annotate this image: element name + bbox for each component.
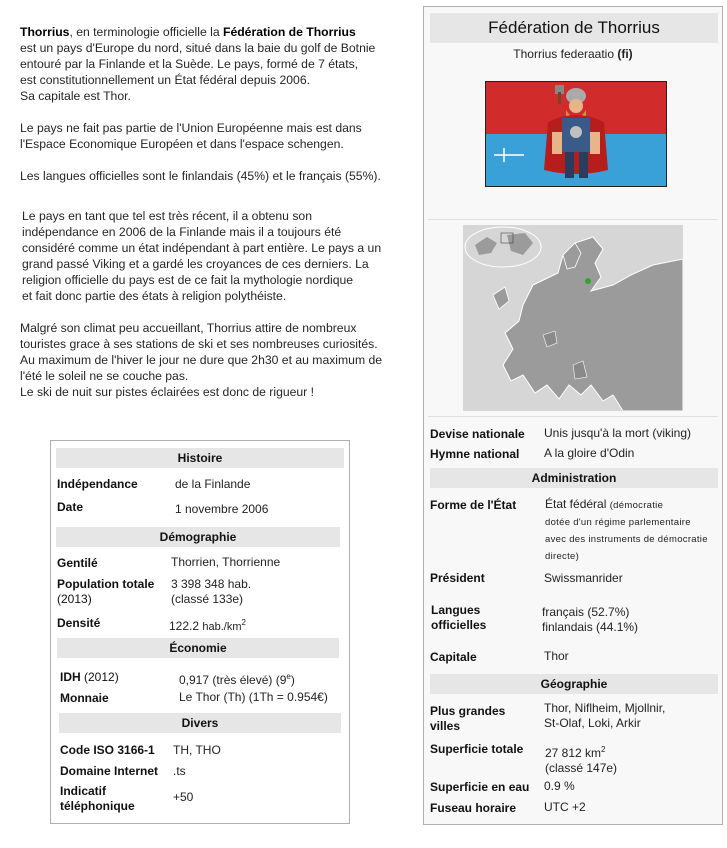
value-langues: français (52.7%) finlandais (44.1%) [542,605,639,634]
value-date: 1 novembre 2006 [175,502,269,516]
label-capitale: Capitale [430,650,477,664]
label-president: Président [430,571,485,585]
divider-2 [428,416,718,417]
value-forme: État fédéral (démocratie [545,497,664,511]
label-population: Population totale (2013) [57,577,155,606]
paragraph-tourism: Malgré son climat peu accueillant, Thorrius attire de nombreux touristes grace à ses stations de ski et ses nombreuses curiosités. Au maximum de l'hiver le jour ne dure que 2h30 et au maximum de l'été le soleil ne se couche pas. Le ski de nuit sur pistes éclairées est donc de rigueur ! [20,321,383,399]
value-villes: Thor, Niflheim, Mjollnir, St-Olaf, Loki, Arkir [544,701,666,730]
paragraph-languages: Les langues officielles sont le finlandais (45%) et le français (55%). [20,169,381,183]
label-superficie: Superficie totale [430,742,524,756]
value-independance: de la Finlande [175,477,251,491]
value-president: Swissmanrider [544,571,623,585]
section-divers: Divers [59,713,341,733]
section-economie: Économie [57,638,339,658]
label-gentile: Gentilé [57,556,98,570]
official-name: Fédération de Thorrius [223,25,356,39]
value-indicatif: +50 [173,790,194,804]
value-fuseau: UTC +2 [544,800,586,814]
infobox-left [50,440,350,824]
value-monnaie: Le Thor (Th) (1Th = 0.954€) [179,690,328,704]
label-indicatif: Indicatif téléphonique [60,784,135,813]
label-langues: Langues officielles [431,603,487,632]
label-hymne: Hymne national [430,447,520,461]
value-devise: Unis jusqu'à la mort (viking) [544,426,692,440]
infobox-title: Fédération de Thorrius [430,13,718,43]
country-name: Thorrius [20,25,70,39]
label-date: Date [57,500,84,514]
label-independance: Indépendance [57,477,138,491]
label-densite: Densité [57,616,101,630]
infobox-right [423,6,723,825]
infobox-subtitle: Thorrius federaatio (fi) [513,47,633,61]
value-population: 3 398 348 hab. (classé 133e) [171,577,252,606]
value-eau: 0.9 % [544,779,575,793]
paragraph-intro: Thorrius, en terminologie officielle la Fédération de Thorrius est un pays d'Europe du nord, situé dans la baie du golf de Botnie entouré par la Finlande et la Suède. Le pays, formé de 7 états, est constitutionnellement un État fédéral depuis 2006. Sa capitale est Thor. [20,25,376,103]
section-demographie: Démographie [56,527,340,547]
label-iso: Code ISO 3166-1 [60,743,155,757]
label-idh: IDH (2012) [60,670,119,684]
label-forme: Forme de l'État [430,498,517,512]
value-domaine: .ts [173,764,186,778]
value-gentile: Thorrien, Thorrienne [171,555,281,569]
label-monnaie: Monnaie [60,691,109,705]
value-densite: 122.2 $hab./km^2$ [169,618,246,633]
divider-1 [428,219,718,220]
location-marker-icon [585,278,591,284]
label-eau: Superficie en eau [430,780,530,794]
value-superficie: 27 812 $km^2$ (classé 147e) [545,745,618,775]
value-idh: 0,917 (très élevé) (9e) [179,672,295,687]
label-domaine: Domaine Internet [60,764,159,778]
value-iso: TH, THO [173,743,221,757]
section-administration: Administration [430,468,718,488]
paragraph-eu: Le pays ne fait pas partie de l'Union Européenne mais est dans l'Espace Economique Européen et dans l'espace schengen. [20,121,362,151]
paragraph-history: Le pays en tant que tel est très récent, il a obtenu son indépendance en 2006 de la Finlande mais il a toujours été considéré comme un état indépendant à part entière. Le pays a un grand passé Viking et a gardé les croyances de ces derniers. La religion officielle du pays est de ce fait la mythologie nordique et fait donc partie des états à religion polythéiste. [22,209,382,303]
label-villes: Plus grandes villes [430,704,506,733]
label-devise: Devise nationale [430,427,525,441]
thor-emblem-icon [486,82,666,186]
value-forme-detail: dotée d'un régime parlementaire avec des instruments de démocratie directe) [545,517,708,562]
flag-image [485,81,667,187]
value-capitale: Thor [544,649,569,663]
article-text [20,24,415,416]
value-hymne: A la gloire d'Odin [544,446,635,460]
section-geographie: Géographie [430,674,718,694]
location-map [463,225,683,411]
section-histoire: Histoire [56,448,344,468]
label-fuseau: Fuseau horaire [430,801,517,815]
